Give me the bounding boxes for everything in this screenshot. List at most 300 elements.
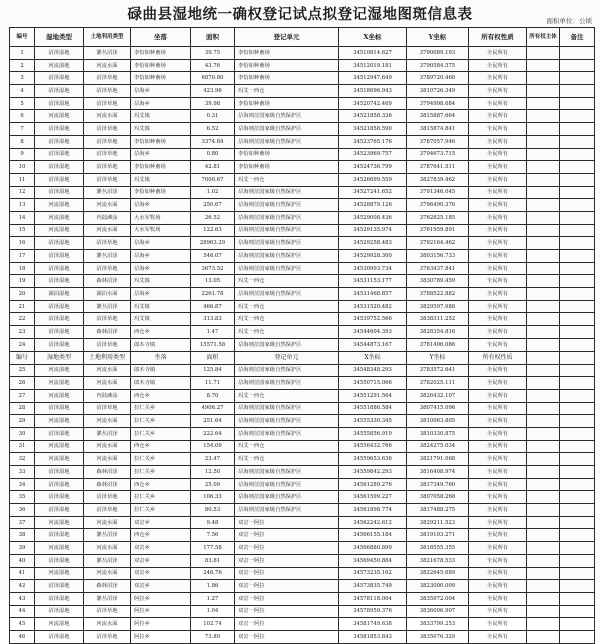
- table-cell: 19: [10, 275, 35, 288]
- table-cell: 西仓乡: [131, 389, 191, 402]
- table-cell: 1.04: [191, 605, 235, 618]
- table-cell: 34531520.482: [339, 300, 407, 313]
- table-cell: 3794673.715: [407, 148, 469, 161]
- empty-cell: [560, 85, 595, 98]
- table-cell: 李恰如种畜场: [235, 72, 339, 85]
- table-cell: 双岔一阿拉: [235, 529, 339, 542]
- table-cell: 34529928.300: [339, 250, 407, 263]
- table-cell: 河流水面: [84, 199, 131, 212]
- empty-cell: [560, 123, 595, 136]
- empty-cell: [560, 224, 595, 237]
- table-cell: 3761959.891: [407, 224, 469, 237]
- empty-cell: [560, 262, 595, 275]
- empty-cell: [560, 275, 595, 288]
- table-cell: 沼泽湿地: [35, 466, 84, 479]
- table-row: [10, 199, 595, 212]
- table-cell: 3810063.805: [407, 415, 469, 428]
- table-cell: 内陆滩涂: [84, 211, 131, 224]
- table-cell: 3803156.733: [407, 250, 469, 263]
- empty-cell: [560, 630, 595, 643]
- empty-cell: [527, 123, 560, 136]
- empty-cell: [527, 72, 560, 85]
- table-row: [10, 592, 595, 605]
- table-cell: 玛艾镇: [131, 123, 191, 136]
- document-title: 碌曲县湿地统一确权登记试点拟登记湿地图斑信息表: [127, 6, 473, 23]
- table-cell: 29: [10, 415, 35, 428]
- table-cell: 43: [10, 592, 35, 605]
- table-cell: 全民所有: [469, 123, 527, 136]
- header-cell: 土地利用类型: [84, 28, 131, 47]
- table-cell: 河流湿地: [35, 377, 84, 390]
- table-cell: 西仓乡: [131, 440, 191, 453]
- table-cell: 沼泽湿地: [35, 338, 84, 351]
- header-cell: 备注: [560, 28, 595, 47]
- empty-cell: [560, 211, 595, 224]
- table-cell: 全民所有: [469, 592, 527, 605]
- table-cell: 全民所有: [469, 529, 527, 542]
- table-cell: 3794998.684: [407, 97, 469, 110]
- table-cell: 34512947.649: [339, 72, 407, 85]
- table-cell: 全民所有: [469, 338, 527, 351]
- table-cell: 3819103.271: [407, 529, 469, 542]
- table-cell: 双岔乡: [131, 542, 191, 555]
- empty-cell: [560, 415, 595, 428]
- table-cell: 34521858.336: [339, 110, 407, 123]
- empty-cell: [560, 605, 595, 618]
- table-cell: 14: [10, 211, 35, 224]
- table-row: [10, 529, 595, 542]
- table-cell: 尕海则岔国家级自然保护区: [235, 237, 339, 250]
- table-cell: 河流湿地: [35, 415, 84, 428]
- empty-cell: [560, 402, 595, 415]
- empty-cell: [527, 237, 560, 250]
- table-cell: 34512019.181: [339, 59, 407, 72]
- table-cell: 河流水面: [84, 110, 131, 123]
- table-cell: 102.74: [191, 618, 235, 631]
- table-cell: 河流水面: [84, 415, 131, 428]
- table-row: [10, 504, 595, 517]
- empty-cell: [560, 288, 595, 301]
- table-cell: 全民所有: [469, 542, 527, 555]
- table-cell: 拉仁关乡: [131, 504, 191, 517]
- empty-cell: [527, 516, 560, 529]
- table-cell: 122.63: [191, 224, 235, 237]
- table-cell: 拉仁关乡: [131, 402, 191, 415]
- table-cell: 全民所有: [469, 313, 527, 326]
- table-cell: 尕海乡: [131, 85, 191, 98]
- table-cell: 3830789.459: [407, 275, 469, 288]
- table-row: [10, 453, 595, 466]
- empty-cell: [527, 618, 560, 631]
- table-cell: 沼泽草地: [84, 504, 131, 517]
- table-cell: 27: [10, 389, 35, 402]
- table-cell: 0.31: [191, 110, 235, 123]
- table-cell: 21: [10, 300, 35, 313]
- table-cell: 全民所有: [469, 326, 527, 339]
- repeat-header-cell: 面积: [191, 351, 235, 364]
- empty-cell: [527, 415, 560, 428]
- table-cell: 尕海则岔国家级自然保护区: [235, 466, 339, 479]
- table-cell: 玛艾镇: [131, 110, 191, 123]
- table-cell: 5: [10, 97, 35, 110]
- empty-cell: [527, 97, 560, 110]
- table-cell: 34528879.126: [339, 199, 407, 212]
- table-cell: 28: [10, 402, 35, 415]
- table-cell: 尕海则岔国家级自然保护区: [235, 110, 339, 123]
- empty-cell: [527, 389, 560, 402]
- table-cell: 河流水面: [84, 377, 131, 390]
- table-row: [10, 402, 595, 415]
- table-cell: 34527241.652: [339, 186, 407, 199]
- table-cell: 全民所有: [469, 453, 527, 466]
- table-cell: 大水军牧场: [131, 211, 191, 224]
- table-cell: 3829211.523: [407, 516, 469, 529]
- repeat-header-cell: 所有权性质: [469, 351, 527, 364]
- empty-cell: [560, 580, 595, 593]
- wetland-info-table: [9, 27, 595, 644]
- table-cell: 15571.58: [191, 338, 235, 351]
- empty-cell: [560, 135, 595, 148]
- repeat-header-cell: X坐标: [339, 351, 407, 364]
- table-cell: 双岔一阿拉: [235, 542, 339, 555]
- table-cell: 河流水面: [84, 59, 131, 72]
- empty-cell: [560, 504, 595, 517]
- table-cell: 灌丛沼泽: [84, 592, 131, 605]
- table-cell: 李恰如种畜场: [131, 59, 191, 72]
- table-cell: 34526699.559: [339, 173, 407, 186]
- table-cell: 沼泽湿地: [35, 97, 84, 110]
- empty-cell: [527, 504, 560, 517]
- table-cell: 沼泽草地: [84, 605, 131, 618]
- table-cell: 22: [10, 313, 35, 326]
- table-cell: 河流湿地: [35, 224, 84, 237]
- table-cell: 双岔一阿拉: [235, 630, 339, 643]
- table-cell: 双岔乡: [131, 516, 191, 529]
- table-cell: 34544604.393: [339, 326, 407, 339]
- table-cell: 11.71: [191, 377, 235, 390]
- table-cell: 3810726.349: [407, 85, 469, 98]
- table-cell: 25.09: [191, 478, 235, 491]
- table-cell: 6.52: [191, 123, 235, 136]
- table-cell: 3673.52: [191, 262, 235, 275]
- table-row: [10, 313, 595, 326]
- table-cell: 全民所有: [469, 110, 527, 123]
- table-cell: 双岔一阿拉: [235, 605, 339, 618]
- table-row: [10, 186, 595, 199]
- table-cell: 9.48: [191, 516, 235, 529]
- table-cell: 24: [10, 338, 35, 351]
- empty-cell: [560, 250, 595, 263]
- table-cell: 7000.67: [191, 173, 235, 186]
- header-cell: X坐标: [339, 28, 407, 47]
- empty-cell: [560, 453, 595, 466]
- table-cell: 34561289.276: [339, 478, 407, 491]
- table-cell: 全民所有: [469, 630, 527, 643]
- table-cell: 3782025.111: [407, 377, 469, 390]
- table-cell: 40: [10, 554, 35, 567]
- table-cell: 沼泽草地: [84, 85, 131, 98]
- table-cell: 河流湿地: [35, 389, 84, 402]
- table-cell: 玛艾镇: [131, 300, 191, 313]
- table-cell: 玛艾一西仓: [235, 453, 339, 466]
- table-cell: 3762825.185: [407, 211, 469, 224]
- table-cell: 3807415.096: [407, 402, 469, 415]
- table-cell: 3824275.034: [407, 440, 469, 453]
- table-cell: 李恰如种畜场: [131, 135, 191, 148]
- table-cell: 尕海乡: [131, 148, 191, 161]
- table-cell: 全民所有: [469, 161, 527, 174]
- empty-cell: [560, 199, 595, 212]
- table-row: [10, 554, 595, 567]
- table-cell: 河流湿地: [35, 440, 84, 453]
- empty-cell: [527, 186, 560, 199]
- table-cell: 全民所有: [469, 148, 527, 161]
- table-cell: 83.81: [191, 554, 235, 567]
- table-cell: 双岔一阿拉: [235, 592, 339, 605]
- table-cell: 44: [10, 605, 35, 618]
- table-cell: 李恰如种畜场: [131, 47, 191, 60]
- table-cell: 双岔一阿拉: [235, 554, 339, 567]
- table-cell: 3792164.462: [407, 237, 469, 250]
- table-cell: 沼泽湿地: [35, 237, 84, 250]
- table-cell: 沼泽湿地: [35, 630, 84, 643]
- table-cell: 河流水面: [84, 364, 131, 377]
- table-cell: 尕海则岔国家级自然保护区: [235, 211, 339, 224]
- table-cell: 沼泽湿地: [35, 491, 84, 504]
- table-cell: 玛艾一西仓: [235, 326, 339, 339]
- table-cell: 沼泽湿地: [35, 85, 84, 98]
- table-cell: 17: [10, 250, 35, 263]
- table-cell: 7.56: [191, 529, 235, 542]
- table-cell: 双岔乡: [131, 567, 191, 580]
- table-cell: 251.64: [191, 415, 235, 428]
- empty-cell: [527, 338, 560, 351]
- table-cell: 拉仁关乡: [131, 415, 191, 428]
- table-cell: 沼泽湿地: [35, 300, 84, 313]
- table-cell: 34529135.974: [339, 224, 407, 237]
- table-cell: 全民所有: [469, 466, 527, 479]
- table-row: [10, 440, 595, 453]
- table-cell: 7: [10, 123, 35, 136]
- table-cell: 双岔一阿拉: [235, 567, 339, 580]
- table-cell: 沼泽草地: [84, 72, 131, 85]
- repeat-header-cell: 坐落: [131, 351, 191, 364]
- header-cell: 编号: [10, 28, 35, 47]
- table-cell: 河流湿地: [35, 453, 84, 466]
- table-cell: 河流湿地: [35, 199, 84, 212]
- table-cell: 13: [10, 199, 35, 212]
- empty-cell: [527, 377, 560, 390]
- table-cell: 内陆滩涂: [84, 389, 131, 402]
- table-cell: 灌丛沼泽: [84, 186, 131, 199]
- table-cell: 3790089.193: [407, 47, 469, 60]
- table-cell: 26: [10, 377, 35, 390]
- table-cell: 尕海则岔国家级自然保护区: [235, 262, 339, 275]
- table-cell: 39.75: [191, 47, 235, 60]
- table-cell: 尕海则岔国家级自然保护区: [235, 415, 339, 428]
- empty-cell: [527, 250, 560, 263]
- table-cell: 34551886.584: [339, 402, 407, 415]
- table-cell: 森林沼泽: [84, 478, 131, 491]
- empty-cell: [560, 313, 595, 326]
- table-cell: 3836006.907: [407, 605, 469, 618]
- empty-cell: [560, 618, 595, 631]
- table-cell: 3787641.511: [407, 161, 469, 174]
- table-row: [10, 427, 595, 440]
- table-cell: 2: [10, 59, 35, 72]
- table-cell: 3781406.086: [407, 338, 469, 351]
- table-cell: 李恰如种畜场: [235, 148, 339, 161]
- table-row: [10, 173, 595, 186]
- table-cell: 河流湿地: [35, 567, 84, 580]
- table-row: [10, 123, 595, 136]
- empty-cell: [527, 605, 560, 618]
- table-row: [10, 516, 595, 529]
- table-cell: 34556432.766: [339, 440, 407, 453]
- table-cell: 1.27: [191, 592, 235, 605]
- table-cell: 全民所有: [469, 224, 527, 237]
- table-cell: 沼泽草地: [84, 491, 131, 504]
- table-cell: 3826432.107: [407, 389, 469, 402]
- table-cell: 31: [10, 440, 35, 453]
- table-cell: 45: [10, 618, 35, 631]
- table-cell: 沼泽湿地: [35, 135, 84, 148]
- empty-cell: [527, 364, 560, 377]
- table-row: [10, 211, 595, 224]
- table-cell: 3790584.575: [407, 59, 469, 72]
- table-cell: 106.33: [191, 491, 235, 504]
- table-cell: 尕海则岔国家级自然保护区: [235, 123, 339, 136]
- table-cell: 李恰如种畜场: [131, 72, 191, 85]
- table-cell: 8.70: [191, 389, 235, 402]
- table-cell: 23: [10, 326, 35, 339]
- table-cell: 湖泊水面: [84, 288, 131, 301]
- table-cell: 34562242.612: [339, 516, 407, 529]
- table-cell: 灌丛沼泽: [84, 250, 131, 263]
- table-cell: 全民所有: [469, 300, 527, 313]
- empty-cell: [527, 313, 560, 326]
- table-cell: 玛艾一西仓: [235, 300, 339, 313]
- empty-cell: [527, 402, 560, 415]
- table-cell: 34539752.566: [339, 313, 407, 326]
- table-cell: 全民所有: [469, 427, 527, 440]
- header-cell: 所有权性质: [469, 28, 527, 47]
- table-cell: 34578118.004: [339, 592, 407, 605]
- table-cell: 34551291.564: [339, 389, 407, 402]
- table-cell: 沼泽湿地: [35, 313, 84, 326]
- table-cell: 双岔乡: [131, 554, 191, 567]
- table-cell: 34555330.345: [339, 415, 407, 428]
- table-cell: 双岔乡: [131, 580, 191, 593]
- table-cell: 546.07: [191, 250, 235, 263]
- table-cell: 全民所有: [469, 47, 527, 60]
- table-cell: 12: [10, 186, 35, 199]
- table-cell: 灌丛沼泽: [84, 300, 131, 313]
- table-cell: 42.81: [191, 161, 235, 174]
- table-cell: 全民所有: [469, 72, 527, 85]
- table-cell: 3827839.462: [407, 173, 469, 186]
- table-cell: 0.80: [191, 148, 235, 161]
- table-cell: 灌丛沼泽: [84, 529, 131, 542]
- table-cell: 尕海则岔国家级自然保护区: [235, 377, 339, 390]
- table-cell: 沼泽草地: [84, 262, 131, 275]
- table-cell: 尕海则岔国家级自然保护区: [235, 427, 339, 440]
- table-cell: 河流湿地: [35, 542, 84, 555]
- table-cell: 3822645.689: [407, 567, 469, 580]
- table-cell: 3807058.268: [407, 491, 469, 504]
- table-cell: 34561898.774: [339, 504, 407, 517]
- table-row: [10, 618, 595, 631]
- table-cell: 玛艾镇: [131, 313, 191, 326]
- table-cell: 12.50: [191, 466, 235, 479]
- table-cell: 阿拉乡: [131, 618, 191, 631]
- table-cell: 尕海则岔国家级自然保护区: [235, 250, 339, 263]
- table-cell: 全民所有: [469, 567, 527, 580]
- table-cell: 沼泽湿地: [35, 148, 84, 161]
- table-cell: 沼泽湿地: [35, 161, 84, 174]
- table-cell: 3821791.068: [407, 453, 469, 466]
- table-cell: 李恰如种畜场: [235, 59, 339, 72]
- table-cell: 3835076.329: [407, 630, 469, 643]
- table-row: [10, 135, 595, 148]
- table-cell: 灌丛沼泽: [84, 554, 131, 567]
- table-cell: 尕海乡: [131, 262, 191, 275]
- repeat-header-cell: 编号: [10, 351, 35, 364]
- table-row: [10, 288, 595, 301]
- table-row: [10, 161, 595, 174]
- empty-cell: [527, 592, 560, 605]
- table-cell: 沼泽湿地: [35, 554, 84, 567]
- table-cell: 沼泽草地: [84, 338, 131, 351]
- table-cell: 李恰如种畜场: [235, 97, 339, 110]
- table-cell: 沼泽湿地: [35, 326, 84, 339]
- table-cell: 李恰如种畜场: [235, 47, 339, 60]
- table-cell: 34: [10, 478, 35, 491]
- empty-cell: [560, 427, 595, 440]
- empty-cell: [527, 262, 560, 275]
- empty-cell: [560, 592, 595, 605]
- table-cell: 沼泽草地: [84, 173, 131, 186]
- table-cell: 沼泽草地: [84, 135, 131, 148]
- table-cell: 双岔一阿拉: [235, 618, 339, 631]
- table-cell: 34524736.799: [339, 161, 407, 174]
- table-cell: 1.86: [191, 580, 235, 593]
- table-cell: 尕海则岔国家级自然保护区: [235, 135, 339, 148]
- table-cell: 34573835.749: [339, 580, 407, 593]
- table-cell: 拉仁关乡: [131, 466, 191, 479]
- table-cell: 沼泽草地: [84, 237, 131, 250]
- table-row: [10, 47, 595, 60]
- empty-cell: [527, 630, 560, 643]
- empty-cell: [560, 72, 595, 85]
- table-cell: 沼泽湿地: [35, 275, 84, 288]
- table-cell: 39.98: [191, 97, 235, 110]
- table-cell: 13.05: [191, 275, 235, 288]
- table-row: [10, 478, 595, 491]
- table-cell: 80.53: [191, 504, 235, 517]
- table-cell: 6870.80: [191, 72, 235, 85]
- table-cell: 28963.29: [191, 237, 235, 250]
- table-cell: 3374.84: [191, 135, 235, 148]
- table-row: [10, 300, 595, 313]
- table-cell: 34531153.177: [339, 275, 407, 288]
- empty-cell: [560, 542, 595, 555]
- table-cell: 河流水面: [84, 618, 131, 631]
- table-cell: 34559842.293: [339, 466, 407, 479]
- table-cell: 全民所有: [469, 491, 527, 504]
- table-cell: 沼泽湿地: [35, 186, 84, 199]
- table-cell: 34523969.757: [339, 148, 407, 161]
